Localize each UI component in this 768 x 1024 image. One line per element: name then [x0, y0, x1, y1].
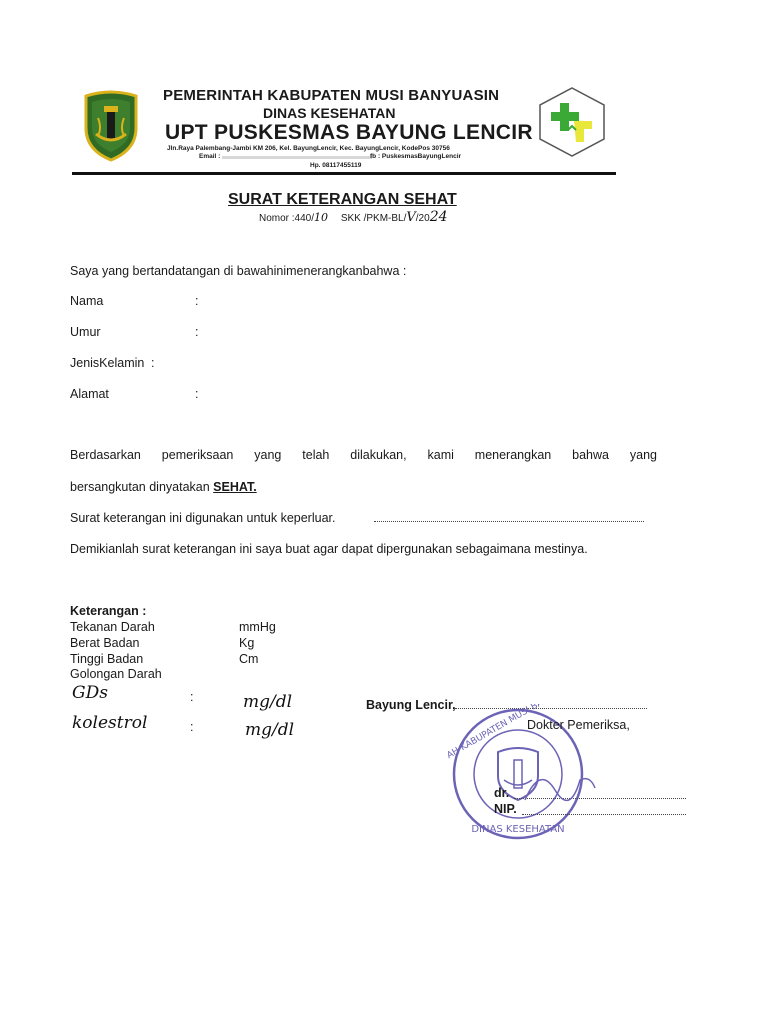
signature-role: Dokter Pemeriksa,: [527, 718, 630, 732]
signature-place: Bayung Lencir,: [366, 698, 456, 712]
field-umur-colon: :: [195, 325, 199, 339]
statement-line-2: [70, 480, 257, 494]
kolestrol-colon: :: [190, 720, 194, 734]
signature-scribble: [520, 760, 600, 810]
gds-label: GDs: [72, 683, 108, 703]
stamp-top-text: PEMERINTAH KABUPATEN MUSI: [448, 705, 532, 784]
golongan-label: Golongan Darah: [70, 667, 162, 681]
sehat-word: SEHAT.: [213, 480, 257, 494]
nomor-year: /20: [415, 213, 430, 224]
puskesmas-name: UPT PUSKESMAS BAYUNG LENCIR: [165, 121, 533, 144]
document-title: SURAT KETERANGAN SEHAT: [228, 191, 457, 208]
closing-line: Demikianlah surat keterangan ini saya buat agar dapat dipergunakan sebagaimana mestinya.: [70, 542, 588, 556]
berat-label: Berat Badan: [70, 636, 140, 650]
email-redacted: [222, 156, 372, 159]
stamp-bottom-text: DINAS KESEHATAN: [471, 824, 565, 835]
tekanan-unit: mmHg: [239, 620, 276, 634]
facebook-line: fb : PuskesmasBayungLencir: [370, 153, 462, 160]
field-gender-label: JenisKelamin: [70, 356, 145, 370]
tinggi-unit: Cm: [239, 652, 259, 666]
address-line: Jln.Raya Palembang-Jambi KM 206, Kel. BayungLencir, Kec. BayungLencir, KodePos 30756: [167, 145, 450, 152]
nomor-hand-3: 24: [429, 209, 448, 225]
department-name: DINAS KESEHATAN: [263, 105, 396, 121]
field-alamat-label: Alamat: [70, 387, 109, 401]
document-number: [259, 209, 448, 225]
field-nama-colon: :: [195, 294, 199, 308]
nip-dots: [522, 814, 686, 815]
keterangan-heading: Keterangan :: [70, 604, 147, 618]
statement-line-1: [70, 448, 657, 462]
phone-line: Hp. 08117455119: [310, 162, 362, 169]
gds-colon: :: [190, 690, 194, 704]
header-divider: [72, 172, 616, 175]
tekanan-label: Tekanan Darah: [70, 620, 155, 634]
tinggi-label: Tinggi Badan: [70, 652, 144, 666]
field-nama-label: Nama: [70, 294, 104, 308]
field-gender-colon: :: [151, 356, 155, 370]
field-umur-label: Umur: [70, 325, 101, 339]
gds-unit: mg/dl: [243, 692, 293, 712]
intro-text: Saya yang bertandatangan di bawahinimenerangkanbahwa :: [70, 264, 407, 278]
puskesmas-logo: [538, 86, 606, 158]
email-label: Email :: [199, 153, 221, 160]
field-alamat-colon: :: [195, 387, 199, 401]
statement-line-1-text: Berdasarkan pemeriksaan yang telah dilakukan, kami menerangkan bahwa yang: [70, 448, 657, 462]
purpose-dotted-line: [374, 521, 644, 522]
nomor-middle: SKK /PKM-BL/: [340, 213, 407, 224]
kolestrol-unit: mg/dl: [245, 720, 295, 740]
purpose-line: Surat keterangan ini digunakan untuk keperluar.: [70, 511, 336, 525]
nomor-prefix: Nomor :440/: [259, 213, 315, 224]
regency-logo: [80, 88, 142, 162]
statement-prefix: bersangkutan dinyatakan: [70, 480, 210, 494]
kolestrol-label: kolestrol: [72, 713, 148, 733]
nip-label: NIP.: [494, 802, 517, 816]
nomor-hand-2: V: [406, 210, 416, 225]
nomor-hand-1: 10: [314, 211, 329, 224]
berat-unit: Kg: [239, 636, 255, 650]
doctor-name-label: dr.: [494, 786, 510, 800]
government-name: PEMERINTAH KABUPATEN MUSI BANYUASIN: [163, 87, 500, 104]
